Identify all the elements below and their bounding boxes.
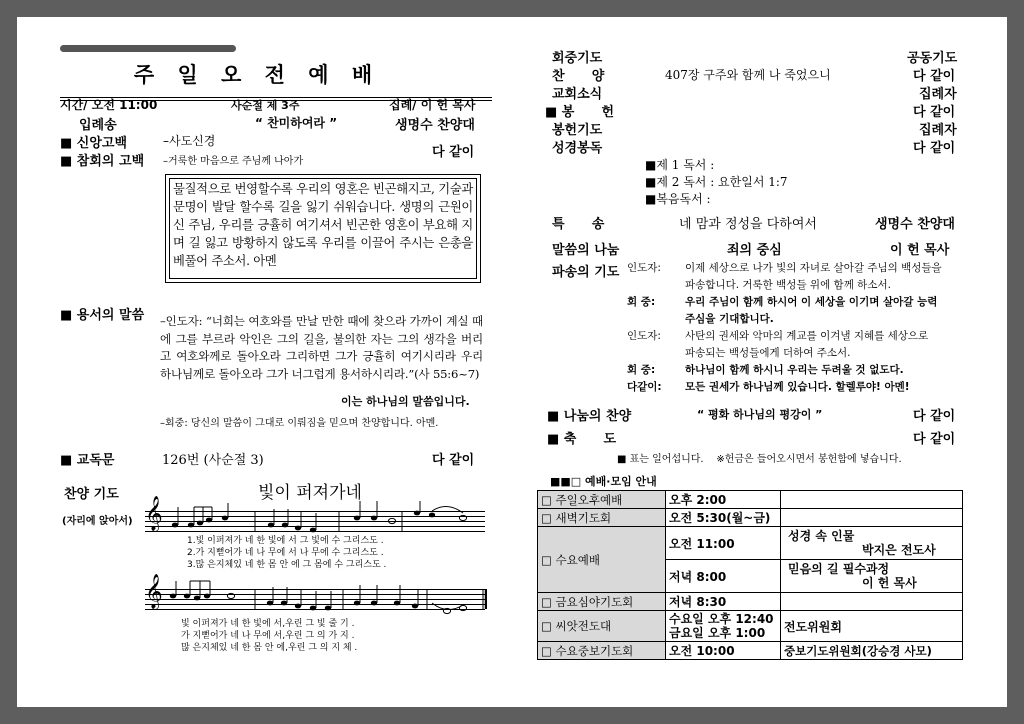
special-song-who: 생명수 찬양대: [875, 217, 955, 232]
treble-clef-icon: 𝄞: [145, 574, 163, 609]
church-news-who: 집례자: [919, 87, 957, 102]
scripture-reading-who: 다 같이: [913, 141, 956, 156]
table-row: □ 수요중보기도회 오전 10:00 중보기도위원회(강승경 사모): [538, 642, 963, 660]
sermon-preacher: 이 헌 목사: [890, 243, 950, 258]
reading-2: ■제 2 독서 : 요한일서 1:7: [645, 175, 788, 189]
hymn-title: 빛이 퍼져가네: [258, 483, 362, 503]
litany-text: 126번 (사순절 3): [162, 453, 264, 468]
hymn2-text: 407장 구주와 함께 나 죽었으니: [665, 68, 831, 82]
table-row: □ 새벽기도회 오전 5:30(월~금): [538, 509, 963, 527]
closing-hymn-title: “ 평화 하나님의 평강이 ”: [697, 408, 823, 421]
sending-prayer: 인도자: 이제 세상으로 나가 빛의 자녀로 살아갈 주님의 백성들을 파송합니다. 거룩한 백성들 위에 함께 하소서. 회 중: 우리 주님이 함께 하시어 이 세상을 이기며 살아갈 능력 주심을 기대합니다. 인도자: 사탄의 권세와 악마의 계교를 이겨낼 지혜를 세상으로 파송되는 백성들에게 더하여 주소서. 회 중: 하나님이 함께 하시니 우리는 두려울 것 없도다. 다같이: 모든 권세가 하나님께 있습니다. 할렐루야! 아멘!: [627, 262, 942, 393]
reading-3: ■복음독서 :: [645, 192, 711, 206]
special-song-text: 네 맘과 정성을 다하여서: [679, 217, 817, 232]
prelude-label: 입례송: [79, 118, 117, 133]
page-title: 주 일 오 전 예 배: [133, 62, 381, 87]
pardon-text: –인도자: “너희는 여호와를 만날 만한 때에 찾으라 가까이 계실 때에 그를 부르라 악인은 그의 길을, 불의한 자는 그의 생각을 버리고 여호와께로 돌아오라 그리하면 그가 긍휼히 여기시리라 우리 하나님께로 돌아오라 그가 너그럽게 용서하시리라.”(사 55:6~7): [160, 314, 483, 381]
benediction-label: ■ 축 도: [547, 432, 617, 447]
service-leader: 집례/ 이 헌 목사: [389, 98, 476, 112]
offering-label: ■ 봉 헌: [545, 105, 615, 120]
confession-who: 다 같이: [432, 145, 475, 160]
closing-hymn-label: ■ 나눔의 찬양: [547, 409, 632, 424]
congregational-prayer-who: 공동기도: [907, 51, 958, 66]
special-song-label: 특 송: [552, 217, 605, 232]
pardon-response: –회중: 당신의 말씀이 그대로 이뤄짐을 믿으며 찬양합니다. 아멘.: [160, 418, 439, 429]
table-row: 저녁 8:00 믿음의 길 필수과정 이 헌 목사: [538, 560, 963, 593]
sermon-label: 말씀의 나눔: [552, 243, 620, 258]
offering-prayer-who: 집례자: [919, 123, 957, 138]
reading-1: ■제 1 독서 :: [645, 158, 715, 172]
decorative-bar: [60, 45, 236, 52]
offering-prayer-label: 봉헌기도: [552, 123, 603, 138]
table-row: □ 씨앗전도대 수요일 오후 12:40 금요일 오후 1:00 전도위원회: [538, 611, 963, 642]
offering-who: 다 같이: [913, 105, 956, 120]
prelude-song: “ 찬미하여라 ”: [255, 116, 338, 130]
church-season: 사순절 제 3주: [231, 99, 300, 112]
confession-intro: –거룩한 마음으로 주님께 나아가: [163, 156, 304, 167]
lyrics-row-2: 빛 이퍼져가 네 한 빛에 서,우린 그 빛 줄 기 . 가 지뻗어가 네 나 무에 서,우린 그 의 가 지 . 많 은지체있 네 한 몸 안 에,우린 그 의 지 체 .: [181, 619, 358, 653]
hymn-subnote: (자리에 앉아서): [62, 516, 133, 527]
table-row: □ 주일오후예배 오후 2:00: [538, 491, 963, 509]
service-time: 시간/ 오전 11:00: [60, 98, 158, 112]
treble-clef-icon: 𝄞: [145, 496, 163, 531]
closing-hymn-who: 다 같이: [913, 409, 956, 424]
music-notes: [167, 579, 487, 619]
bulletin-sheet: [17, 17, 1007, 707]
table-row: □ 수요예배 오전 11:00 성경 속 인물 박지은 전도사: [538, 527, 963, 560]
confession-prayer: 물질적으로 번영할수록 우리의 영혼은 빈곤해지고, 기술과 문명이 발달 할수록 길을 잃기 쉬워습니다. 생명의 근원이신 주님, 우리를 긍휼히 여기셔서 빈곤한 영혼이 부요해 지며 길 잃고 방황하지 않도록 우리를 이끌어 주시는 은총을 베풀어 주소서. 아멘: [169, 178, 477, 279]
sending-prayer-label: 파송의 기도: [552, 265, 620, 280]
table-row: □ 금요심야기도회 저녁 8:30: [538, 593, 963, 611]
confession-label: ■ 참회의 고백: [60, 154, 145, 169]
congregational-prayer-label: 회중기도: [552, 51, 603, 66]
sermon-title: 죄의 중심: [727, 243, 782, 258]
prelude-performer: 생명수 찬양대: [395, 118, 475, 133]
pardon-label: ■ 용서의 말씀: [60, 308, 145, 323]
creed-label: ■ 신앙고백: [60, 136, 128, 151]
confession-box: [165, 174, 481, 283]
scripture-reading-label: 성경봉독: [552, 141, 603, 156]
litany-who: 다 같이: [432, 453, 475, 468]
lyrics-row-1: 1.빛 이퍼져가 네 한 빛에 서 그 빛에 수 그리스도 . 2.가 지뻗어가 네 나 무에 서 나 무에 수 그리스도 . 3.많 은지체있 네 한 몸 안 에 그 몸에 수 그리스도 .: [187, 536, 387, 570]
schedule-title: ■■□ 예배·모임 안내: [550, 475, 657, 488]
schedule-table: [537, 490, 963, 660]
hymn2-who: 다 같이: [913, 69, 956, 84]
creed-text: –사도신경: [163, 134, 216, 148]
pardon-closing: 이는 하나님의 말씀입니다.: [341, 395, 470, 408]
hymn-label: 찬양 기도: [64, 487, 119, 502]
hymn2-label: 찬 양: [552, 69, 605, 84]
church-news-label: 교회소식: [552, 87, 603, 102]
benediction-who: 다 같이: [913, 432, 956, 447]
bulletin-note: ■ 표는 일어섭니다. ※헌금은 들어오시면서 봉헌함에 넣습니다.: [617, 454, 902, 465]
litany-label: ■ 교독문: [60, 453, 115, 468]
